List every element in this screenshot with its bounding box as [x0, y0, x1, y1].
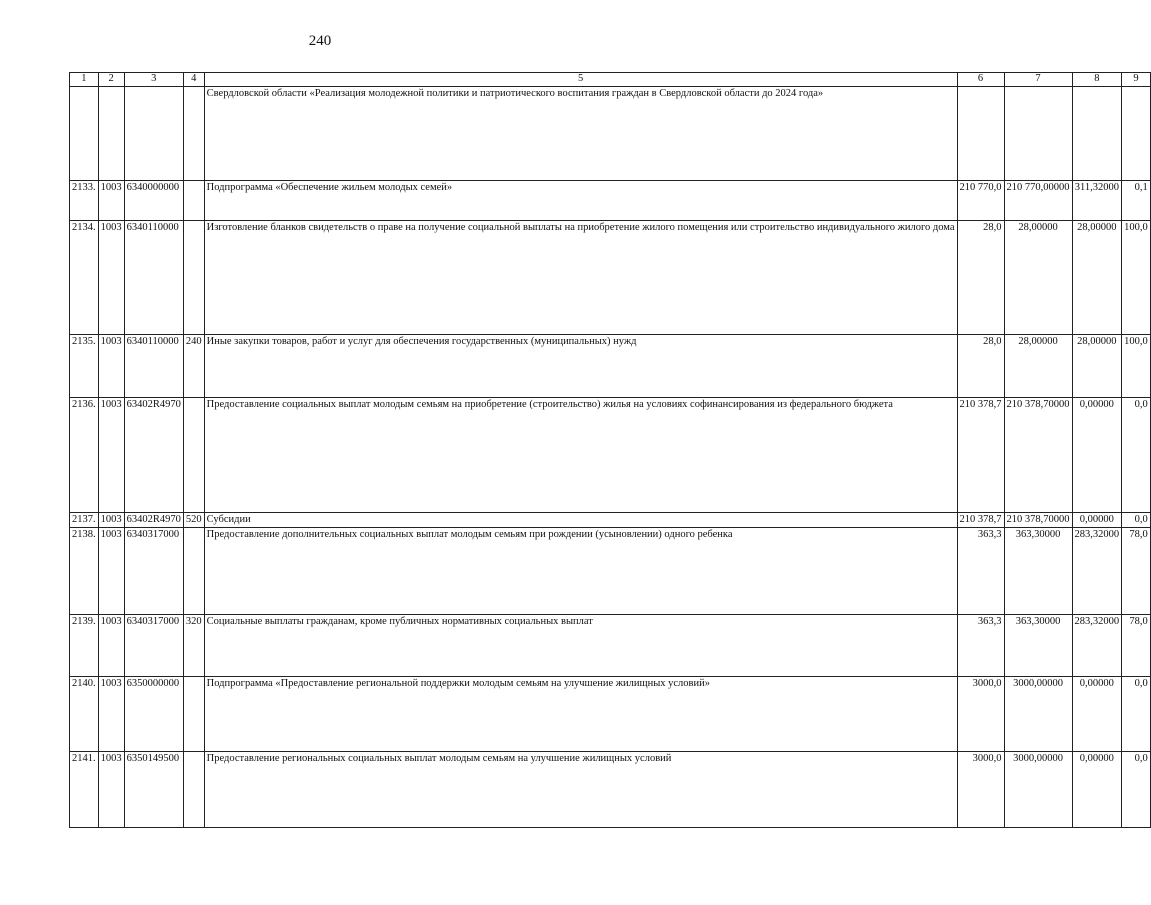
item-name: Подпрограмма «Обеспечение жильем молодых семей» — [204, 181, 957, 221]
approved-amount: 28,00000 — [1004, 335, 1072, 398]
executed-amount: 0,00000 — [1072, 677, 1122, 752]
expense-type: 240 — [183, 335, 204, 398]
execution-percent: 0,1 — [1122, 181, 1151, 221]
execution-percent: 100,0 — [1122, 221, 1151, 335]
row-number: 2141. — [70, 752, 99, 828]
item-name: Предоставление дополнительных социальных выплат молодым семьям при рождении (усыновлении) одного ребенка — [204, 528, 957, 615]
execution-percent: 0,0 — [1122, 677, 1151, 752]
item-name: Социальные выплаты гражданам, кроме публичных нормативных социальных выплат — [204, 615, 957, 677]
target-code: 6350149500 — [124, 752, 183, 828]
row-number: 2134. — [70, 221, 99, 335]
approved-amount: 210 378,70000 — [1004, 398, 1072, 513]
executed-amount: 28,00000 — [1072, 221, 1122, 335]
col-header: 6 — [957, 73, 1004, 87]
expense-type — [183, 752, 204, 828]
plan-amount: 3000,0 — [957, 677, 1004, 752]
header-row — [70, 73, 1151, 87]
executed-amount: 0,00000 — [1072, 752, 1122, 828]
row-number: 2139. — [70, 615, 99, 677]
plan-amount: 210 770,0 — [957, 181, 1004, 221]
plan-amount: 3000,0 — [957, 752, 1004, 828]
item-name: Иные закупки товаров, работ и услуг для обеспечения государственных (муниципальных) нужд — [204, 335, 957, 398]
approved-amount — [1004, 87, 1072, 181]
section-code: 1003 — [98, 528, 124, 615]
col-header: 8 — [1072, 73, 1122, 87]
budget-table — [69, 72, 1151, 828]
section-code: 1003 — [98, 615, 124, 677]
approved-amount: 28,00000 — [1004, 221, 1072, 335]
executed-amount: 283,32000 — [1072, 528, 1122, 615]
target-code: 63402R4970 — [124, 398, 183, 513]
item-name: Подпрограмма «Предоставление региональной поддержки молодым семьям на улучшение жилищных условий» — [204, 677, 957, 752]
section-code: 1003 — [98, 677, 124, 752]
section-code: 1003 — [98, 513, 124, 528]
expense-type: 320 — [183, 615, 204, 677]
col-header: 7 — [1004, 73, 1072, 87]
plan-amount: 210 378,7 — [957, 513, 1004, 528]
section-code: 1003 — [98, 335, 124, 398]
table-row — [70, 87, 1151, 181]
row-number: 2140. — [70, 677, 99, 752]
executed-amount: 0,00000 — [1072, 398, 1122, 513]
col-header: 3 — [124, 73, 183, 87]
item-name: Предоставление социальных выплат молодым семьям на приобретение (строительство) жилья на условиях софинансирования из федерального бюджета — [204, 398, 957, 513]
item-name: Субсидии — [204, 513, 957, 528]
plan-amount: 210 378,7 — [957, 398, 1004, 513]
page-number: 240 — [308, 33, 332, 49]
target-code: 6340110000 — [124, 335, 183, 398]
row-number: 2133. — [70, 181, 99, 221]
executed-amount — [1072, 87, 1122, 181]
expense-type — [183, 677, 204, 752]
expense-type — [183, 528, 204, 615]
expense-type — [183, 398, 204, 513]
executed-amount: 28,00000 — [1072, 335, 1122, 398]
target-code: 6340317000 — [124, 528, 183, 615]
col-header: 5 — [204, 73, 957, 87]
table-row — [70, 677, 1151, 752]
row-number: 2138. — [70, 528, 99, 615]
table-row — [70, 398, 1151, 513]
execution-percent: 78,0 — [1122, 615, 1151, 677]
target-code: 6340110000 — [124, 221, 183, 335]
execution-percent — [1122, 87, 1151, 181]
executed-amount: 283,32000 — [1072, 615, 1122, 677]
section-code — [98, 87, 124, 181]
plan-amount: 363,3 — [957, 615, 1004, 677]
execution-percent: 0,0 — [1122, 752, 1151, 828]
section-code: 1003 — [98, 398, 124, 513]
plan-amount: 28,0 — [957, 221, 1004, 335]
target-code: 63402R4970 — [124, 513, 183, 528]
col-header: 2 — [98, 73, 124, 87]
approved-amount: 210 378,70000 — [1004, 513, 1072, 528]
row-number — [70, 87, 99, 181]
executed-amount: 311,32000 — [1072, 181, 1122, 221]
approved-amount: 3000,00000 — [1004, 752, 1072, 828]
approved-amount: 363,30000 — [1004, 615, 1072, 677]
col-header: 1 — [70, 73, 99, 87]
item-name: Свердловской области «Реализация молодежной политики и патриотического воспитания граждан в Свердловской области до 2024 года» — [204, 87, 957, 181]
col-header: 4 — [183, 73, 204, 87]
section-code: 1003 — [98, 752, 124, 828]
table-row — [70, 221, 1151, 335]
table-row — [70, 752, 1151, 828]
plan-amount: 28,0 — [957, 335, 1004, 398]
executed-amount: 0,00000 — [1072, 513, 1122, 528]
table-row — [70, 513, 1151, 528]
table-row — [70, 181, 1151, 221]
target-code: 6350000000 — [124, 677, 183, 752]
expense-type — [183, 181, 204, 221]
target-code: 6340317000 — [124, 615, 183, 677]
target-code: 6340000000 — [124, 181, 183, 221]
execution-percent: 100,0 — [1122, 335, 1151, 398]
execution-percent: 0,0 — [1122, 513, 1151, 528]
target-code — [124, 87, 183, 181]
item-name: Предоставление региональных социальных выплат молодым семьям на улучшение жилищных условий — [204, 752, 957, 828]
plan-amount: 363,3 — [957, 528, 1004, 615]
execution-percent: 78,0 — [1122, 528, 1151, 615]
section-code: 1003 — [98, 181, 124, 221]
plan-amount — [957, 87, 1004, 181]
table-row — [70, 615, 1151, 677]
col-header: 9 — [1122, 73, 1151, 87]
section-code: 1003 — [98, 221, 124, 335]
table-row — [70, 528, 1151, 615]
expense-type: 520 — [183, 513, 204, 528]
item-name: Изготовление бланков свидетельств о праве на получение социальной выплаты на приобретение жилого помещения или строительство индивидуального жилого дома — [204, 221, 957, 335]
approved-amount: 363,30000 — [1004, 528, 1072, 615]
row-number: 2135. — [70, 335, 99, 398]
row-number: 2136. — [70, 398, 99, 513]
table-row — [70, 335, 1151, 398]
execution-percent: 0,0 — [1122, 398, 1151, 513]
expense-type — [183, 87, 204, 181]
row-number: 2137. — [70, 513, 99, 528]
approved-amount: 210 770,00000 — [1004, 181, 1072, 221]
approved-amount: 3000,00000 — [1004, 677, 1072, 752]
expense-type — [183, 221, 204, 335]
